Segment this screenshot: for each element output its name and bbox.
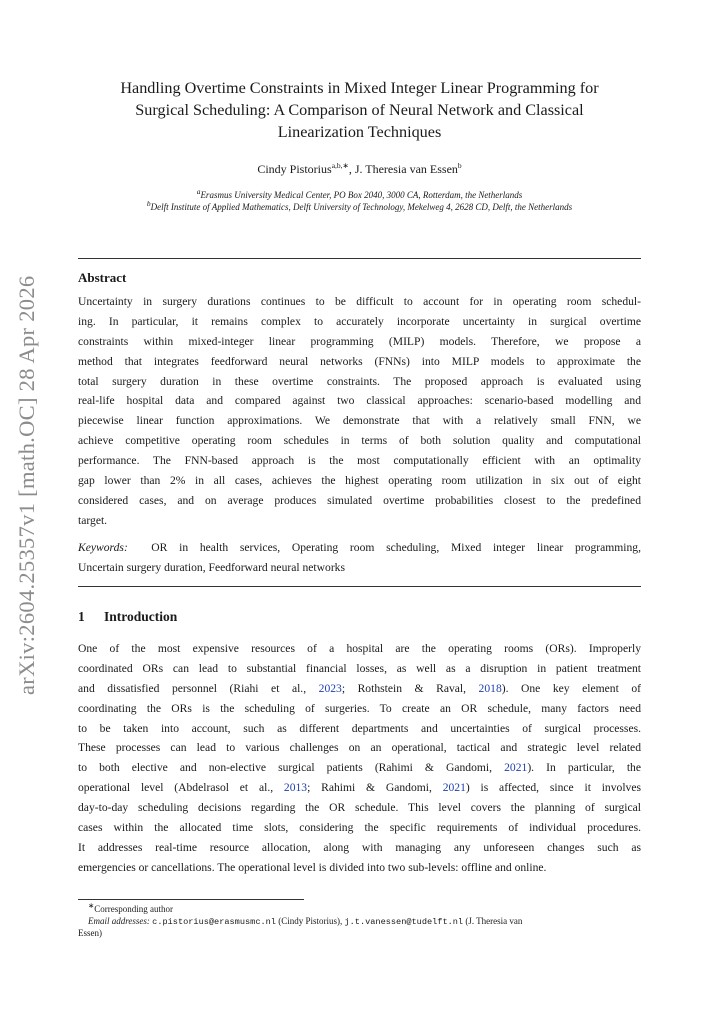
abstract-body (78, 292, 641, 531)
introduction-line (78, 778, 641, 798)
footnote-text: Corresponding author (94, 904, 174, 914)
introduction-line (78, 818, 641, 838)
introduction-text: One of the most expensive resources of a hospital are the operating rooms (ORs). Improperly (78, 642, 641, 655)
abstract-line: target. (78, 513, 108, 527)
abstract-line: considered cases, and on average produces simulated overtime probabilities closest to the predefined (78, 493, 641, 507)
footnote-continuation: Essen) (78, 928, 102, 938)
email-link[interactable]: c.pistorius@erasmusmc.nl (152, 916, 276, 927)
footnote-emails (78, 916, 641, 929)
introduction-text: emergencies or cancellations. The operational level is divided into two sub-levels: offline and online. (78, 860, 547, 874)
affiliation (78, 201, 641, 213)
abstract-line: achieve competitive operating room schedules in terms of both solution quality and computational (78, 434, 641, 448)
author-list (78, 162, 641, 177)
introduction-text: operational level (Abdelrasol et al., (78, 781, 284, 795)
introduction-text: and dissatisfied personnel (Riahi et al., (78, 681, 319, 695)
keywords-text: OR in health services, Operating room scheduling, Mixed integer linear programming, (151, 541, 641, 554)
abstract-line: piecewise linear function approximations. We demonstrate that with a relatively small FNN, we (78, 414, 641, 428)
footnote-rule (78, 899, 304, 900)
footnote-marker: ∗ (88, 901, 95, 910)
introduction-line (78, 738, 641, 758)
affiliation-mark: a (196, 187, 201, 196)
introduction-line (78, 659, 641, 679)
keywords-line (78, 538, 641, 558)
citation-link[interactable]: 2013 (283, 781, 308, 795)
citation-link[interactable]: 2021 (442, 781, 466, 795)
author-affiliation-mark: b (457, 161, 462, 170)
abstract-line: ing. In particular, it remains complex to accurately incorporate uncertainty in surgical overtime (78, 314, 641, 328)
affiliation-mark: b (146, 199, 151, 208)
introduction-text: to be taken into account, such as different departments and uncertainties of surgical processes. (78, 721, 641, 735)
introduction-text: ; Rothstein & Raval, (341, 681, 479, 695)
abstract-line: performance. The FNN-based approach is the most computationally efficient with an optimality (78, 454, 641, 468)
citation-link[interactable]: 2018 (478, 681, 502, 695)
section-heading (78, 609, 177, 625)
introduction-line (78, 798, 641, 818)
introduction-line (78, 858, 641, 878)
introduction-line (78, 838, 641, 858)
abstract-line: Uncertainty in surgery durations continues to be difficult to account for in operating room schedul- (78, 295, 641, 308)
introduction-body (78, 639, 641, 878)
arxiv-identifier: arXiv:2604.25357v1 [math.OC] 28 Apr 2026 (14, 275, 39, 695)
abstract-line: constraints within mixed-integer linear programming (MILP) models. Therefore, we propose a (78, 334, 641, 348)
paper-title (78, 77, 641, 143)
introduction-text: day-to-day scheduling decisions regarding the OR schedule. This level covers the planning of surgical (78, 801, 641, 815)
author-name: Cindy Pistorius (257, 162, 332, 176)
email-link[interactable]: j.t.vanessen@tudelft.nl (344, 916, 464, 927)
affiliation-text: Delft Institute of Applied Mathematics, Delft University of Technology, Mekelweg 4, 2628 CD, Delft, the Netherlands (150, 202, 573, 212)
author-affiliation-mark: a,b,∗ (331, 161, 349, 170)
abstract-line: gap lower than 2% in all cases, achieves the highest operating room utilization in six out of eight (78, 474, 641, 488)
footnote (78, 901, 641, 940)
title-line: Linearization Techniques (277, 123, 442, 141)
introduction-text: These processes can lead to various challenges on an operational, tactical and strategic level related (78, 741, 641, 755)
footnote-corresponding (78, 901, 641, 916)
introduction-line (78, 699, 641, 719)
title-line: Surgical Scheduling: A Comparison of Neural Network and Classical (135, 101, 584, 119)
section-title: Introduction (104, 609, 178, 624)
introduction-text: coordinating the ORs is the scheduling of surgeries. To create an OR schedule, many factors need (78, 701, 641, 715)
introduction-text: ). One key element of (501, 681, 641, 695)
keywords (78, 538, 641, 578)
introduction-text: ). In particular, the (527, 761, 641, 775)
email-label: Email addresses: (88, 915, 150, 926)
citation-link[interactable]: 2023 (318, 681, 342, 695)
author-separator: , (348, 162, 355, 176)
introduction-text: It addresses real-time resource allocation, along with managing any unforeseen changes such as (78, 840, 641, 854)
affiliations (78, 189, 641, 213)
introduction-text: cases within the allocated time slots, considering the specific requirements of individual procedures. (78, 821, 641, 835)
introduction-text: ; Rahimi & Gandomi, (307, 781, 443, 795)
abstract-heading: Abstract (78, 270, 127, 285)
affiliation (78, 189, 641, 201)
introduction-text: to both elective and non-elective surgical patients (Rahimi & Gandomi, (78, 761, 505, 775)
abstract-top-rule (78, 258, 641, 259)
email-owner: (Cindy Pistorius), (275, 915, 345, 926)
abstract-line: real-life hospital data and compared against two classical approaches: scenario-based modelling and (78, 394, 641, 408)
title-line: Handling Overtime Constraints in Mixed Integer Linear Programming for (120, 79, 599, 97)
introduction-text: coordinated ORs can lead to substantial financial losses, as well as a disruption in patient treatment (78, 661, 641, 675)
citation-link[interactable]: 2021 (504, 761, 528, 775)
section-number: 1 (78, 609, 85, 624)
author-name: J. Theresia van Essen (354, 162, 458, 176)
abstract-line: method that integrates feedforward neural networks (FNNs) into MILP models to approximate the (78, 354, 641, 368)
introduction-line (78, 758, 641, 778)
affiliation-text: Erasmus University Medical Center, PO Box 2040, 3000 CA, Rotterdam, the Netherlands (200, 190, 523, 200)
introduction-line (78, 639, 641, 659)
keywords-label: Keywords: (78, 541, 128, 554)
abstract-bottom-rule (78, 586, 641, 587)
abstract-line: total surgery duration in these overtime constraints. The proposed approach is evaluated using (78, 374, 641, 388)
email-owner: (J. Theresia van (463, 915, 523, 926)
introduction-text: ) is affected, since it involves (465, 781, 641, 795)
introduction-line (78, 679, 641, 699)
keywords-line: Uncertain surgery duration, Feedforward neural networks (78, 560, 345, 574)
introduction-line (78, 719, 641, 739)
